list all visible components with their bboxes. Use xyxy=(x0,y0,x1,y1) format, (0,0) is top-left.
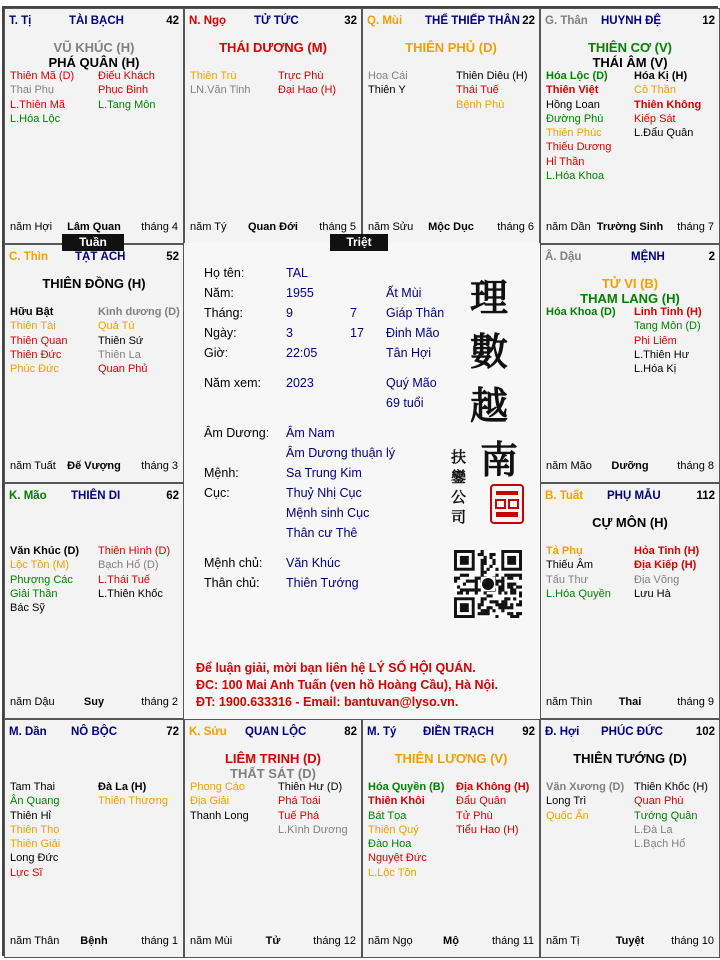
palace-name: ĐIỀN TRẠCH xyxy=(423,726,494,738)
palace-month: tháng 9 xyxy=(677,696,714,708)
minor-star: Quan Phủ xyxy=(98,363,148,376)
minor-star: L.Tang Môn xyxy=(98,98,156,111)
minor-star: Tam Thai xyxy=(10,781,56,793)
minor-star: Điếu Khách xyxy=(98,70,155,82)
minor-star: Thiên Quan xyxy=(10,334,68,347)
than-chu-label: Thân chủ: xyxy=(204,576,260,590)
seal-char: 扶 xyxy=(451,448,467,466)
main-star: CỰ MÔN (H) xyxy=(592,515,668,530)
palace-age: 102 xyxy=(695,726,715,738)
minor-star: Hỉ Thần xyxy=(546,155,585,168)
palace-branch: Đ. Hợi xyxy=(545,726,580,738)
am-duong-note: Âm Dương thuận lý xyxy=(286,446,395,460)
minor-star: Phi Liêm xyxy=(634,334,677,347)
tuan-tag: Tuần xyxy=(62,234,124,251)
palace-month: tháng 2 xyxy=(141,696,178,708)
hour-lunar: Tân Hợi xyxy=(386,346,432,360)
contact-line-3: ĐT: 1900.633316 - Email: bantuvan@lyso.vn. xyxy=(196,695,459,709)
minor-star: Tang Môn (D) xyxy=(634,320,701,333)
minor-star: Quan Phù xyxy=(634,795,684,808)
palace-name: PHỤ MẪU xyxy=(607,490,661,502)
menh-chu-label: Mệnh chủ: xyxy=(204,556,263,570)
minor-star: L.Thiên Khốc xyxy=(98,587,163,600)
calligraphy-char: 理 xyxy=(470,275,509,320)
minor-star: Thiên Khôi xyxy=(368,795,425,808)
minor-star: Đại Hao (H) xyxy=(278,84,337,97)
palace-name: TẬT ÁCH xyxy=(75,251,126,263)
minor-star: Phượng Các xyxy=(10,573,73,586)
than-cu-note: Thân cư Thê xyxy=(286,526,358,540)
main-star: THÁI ÂM (V) xyxy=(592,55,668,70)
minor-star: Thiên Quý xyxy=(368,823,419,836)
day-lunar: Đinh Mão xyxy=(386,326,440,340)
minor-star: Kình dương (D) xyxy=(98,306,180,318)
minor-star: Bạch Hổ (D) xyxy=(98,559,159,572)
palace-name: TÀI BẠCH xyxy=(69,15,124,27)
palace-year: năm Tuất xyxy=(10,460,56,472)
minor-star: Thiếu Dương xyxy=(546,141,612,154)
minor-star: Thiên Hư (D) xyxy=(278,781,343,793)
minor-star: Địa Không (H) xyxy=(456,781,530,793)
palace-year: năm Mão xyxy=(546,460,592,472)
minor-star: Lộc Tồn (M) xyxy=(10,559,70,572)
palace-name: PHÚC ĐỨC xyxy=(601,726,663,738)
palace-year: năm Mùi xyxy=(190,935,233,947)
minor-star: Hóa Quyền (B) xyxy=(368,781,445,793)
palace-age: 72 xyxy=(166,726,179,738)
main-star: THẤT SÁT (D) xyxy=(230,766,316,781)
month-lunar-number: 7 xyxy=(350,306,357,320)
minor-star: Phúc Đức xyxy=(10,363,59,376)
palace-branch: M. Tý xyxy=(367,726,397,738)
minor-star: Đường Phù xyxy=(546,112,604,125)
minor-star: Văn Khúc (D) xyxy=(10,545,80,557)
palace-branch: G. Thân xyxy=(545,15,588,27)
palace-age: 2 xyxy=(708,251,715,263)
palace-age: 112 xyxy=(696,490,715,502)
than-chu-value: Thiên Tướng xyxy=(286,576,359,590)
name-value: TAL xyxy=(286,266,308,280)
day-lunar-number: 17 xyxy=(350,326,364,340)
palace-branch: K. Sửu xyxy=(189,726,227,738)
minor-star: L.Đà La xyxy=(634,823,673,836)
minor-star: L.Kình Dương xyxy=(278,823,348,836)
palace-name: QUAN LỘC xyxy=(245,726,307,738)
day-label: Ngày: xyxy=(204,326,237,340)
view-year-label: Năm xem: xyxy=(204,376,261,390)
minor-star: L.Hóa Lộc xyxy=(10,112,61,125)
minor-star: Tấu Thư xyxy=(546,573,589,586)
minor-star: Hóa Lộc (D) xyxy=(546,70,608,82)
minor-star: Bát Tọa xyxy=(368,809,407,822)
palace-month: tháng 8 xyxy=(677,460,714,472)
minor-star: Hóa Khoa (D) xyxy=(546,306,616,318)
palace-year: năm Thìn xyxy=(546,696,593,708)
hour-label: Giờ: xyxy=(204,346,229,360)
palace-year: năm Ngọ xyxy=(368,935,413,947)
main-star: THÁI DƯƠNG (M) xyxy=(219,40,327,55)
minor-star: LN.Văn Tinh xyxy=(190,84,251,97)
minor-star: Thái Tuế xyxy=(456,84,499,97)
palace-phase: Lâm Quan xyxy=(67,221,121,233)
calligraphy-char: 南 xyxy=(480,437,519,482)
minor-star: Thiên La xyxy=(98,348,141,361)
minor-star: Thiên Giải xyxy=(10,838,61,851)
minor-star: Phá Toái xyxy=(278,795,321,808)
palace-phase: Quan Đới xyxy=(248,221,298,233)
palace-month: tháng 6 xyxy=(497,221,534,233)
chart-board xyxy=(2,6,718,956)
palace-branch: K. Mão xyxy=(9,490,47,502)
main-star: THIÊN ĐỒNG (H) xyxy=(42,276,146,291)
main-star: VŨ KHÚC (H) xyxy=(53,40,135,55)
minor-star: L.Hóa Quyền xyxy=(546,587,611,600)
month-solar: 9 xyxy=(286,306,293,320)
menh-value: Sa Trung Kim xyxy=(286,466,362,480)
seal-char: 公 xyxy=(451,488,467,506)
palace-branch: Q. Mùi xyxy=(367,15,403,27)
palace-name: HUYNH ĐỆ xyxy=(601,15,662,27)
cuc-note: Mệnh sinh Cục xyxy=(286,506,370,520)
name-label: Họ tên: xyxy=(204,266,245,280)
palace-year: năm Thân xyxy=(10,935,60,947)
minor-star: Ân Quang xyxy=(10,795,60,808)
minor-star: Thiên Sứ xyxy=(98,334,144,347)
minor-star: Phong Cáo xyxy=(190,781,246,793)
minor-star: Thiên Diêu (H) xyxy=(456,70,528,82)
palace-phase: Dưỡng xyxy=(611,460,649,472)
main-star: PHÁ QUÂN (H) xyxy=(48,55,140,70)
qr-code xyxy=(454,550,522,618)
menh-chu-value: Văn Khúc xyxy=(286,556,341,570)
palace-month: tháng 3 xyxy=(141,460,178,472)
palace-branch: N. Ngọ xyxy=(189,15,227,27)
palace-branch: M. Dần xyxy=(9,726,47,738)
main-star: TỬ VI (B) xyxy=(601,276,659,291)
minor-star: Địa Giải xyxy=(190,795,230,808)
minor-star: Thiên Mã (D) xyxy=(10,70,75,82)
palace-age: 12 xyxy=(702,15,715,27)
main-star: THAM LANG (H) xyxy=(580,291,680,306)
minor-star: Lực Sĩ xyxy=(10,866,43,879)
palace-branch: T. Tị xyxy=(9,15,32,27)
palace-phase: Trường Sinh xyxy=(596,221,664,233)
main-star: THIÊN TƯỚNG (D) xyxy=(573,751,687,766)
main-star: LIÊM TRINH (D) xyxy=(224,751,322,766)
year-solar: 1955 xyxy=(286,286,314,300)
palace-year: năm Hợi xyxy=(10,221,53,233)
palace-phase: Bệnh xyxy=(80,935,108,947)
palace-month: tháng 1 xyxy=(141,935,178,947)
month-label: Tháng: xyxy=(204,306,243,320)
minor-star: L.Bạch Hổ xyxy=(634,838,686,851)
minor-star: Giải Thần xyxy=(10,587,58,600)
palace-month: tháng 5 xyxy=(319,221,356,233)
age-value: 69 tuổi xyxy=(386,396,424,410)
minor-star: Linh Tinh (H) xyxy=(634,306,702,318)
main-star: THIÊN LƯƠNG (V) xyxy=(394,751,508,766)
palace-month: tháng 10 xyxy=(671,935,714,947)
palace-name: THIÊN DI xyxy=(71,490,121,502)
minor-star: Tuế Phá xyxy=(278,809,320,822)
palace-year: năm Tý xyxy=(190,221,227,233)
minor-star: Nguyệt Đức xyxy=(368,852,427,865)
palace-year: năm Dậu xyxy=(10,696,55,708)
palace-branch: C. Thìn xyxy=(9,251,48,263)
year-lunar: Ất Mùi xyxy=(386,286,422,300)
palace-age: 42 xyxy=(166,15,179,27)
palace-phase: Thai xyxy=(618,696,642,708)
main-star: THIÊN PHỦ (D) xyxy=(405,40,497,55)
palace-month: tháng 4 xyxy=(141,221,178,233)
hour-value: 22:05 xyxy=(286,346,318,360)
calligraphy-char: 越 xyxy=(470,383,509,428)
minor-star: Hỏa Tinh (H) xyxy=(634,545,700,557)
minor-star: Thiên Không xyxy=(634,98,702,111)
palace-year: năm Dần xyxy=(546,221,591,233)
minor-star: Hồng Loan xyxy=(546,98,600,111)
palace-age: 22 xyxy=(522,15,535,27)
palace-age: 82 xyxy=(344,726,357,738)
palace-year: năm Tị xyxy=(546,935,580,947)
minor-star: L.Thiên Hư xyxy=(634,348,690,361)
red-seal-stamp xyxy=(490,484,524,524)
day-solar: 3 xyxy=(286,326,293,340)
minor-star: Long Trì xyxy=(546,795,587,808)
minor-star: Địa Võng xyxy=(634,573,680,586)
triet-tag: Triệt xyxy=(330,234,388,251)
minor-star: Hoa Cái xyxy=(368,70,408,82)
minor-star: Cô Thần xyxy=(634,84,676,97)
palace-name: TỬ TỨC xyxy=(254,15,299,27)
minor-star: Thanh Long xyxy=(190,809,249,822)
minor-star: Tiểu Hao (H) xyxy=(456,823,519,836)
palace-phase: Tử xyxy=(265,935,281,947)
minor-star: Đà La (H) xyxy=(98,781,147,793)
minor-star: Thiên Hỉ xyxy=(10,809,51,822)
minor-star: L.Hóa Kị xyxy=(634,363,677,376)
minor-star: Tả Phụ xyxy=(546,545,583,557)
palace-age: 52 xyxy=(166,251,179,263)
minor-star: Quốc Ấn xyxy=(546,809,589,822)
minor-star: Thiên Tài xyxy=(10,320,56,333)
minor-star: Tướng Quân xyxy=(634,809,698,822)
minor-star: Đẩu Quân xyxy=(456,795,507,808)
minor-star: Lưu Hà xyxy=(634,587,671,600)
palace-phase: Tuyệt xyxy=(615,935,645,947)
contact-line-2: ĐC: 100 Mai Anh Tuấn (ven hồ Hoàng Cầu), Hà Nội. xyxy=(196,678,499,692)
seal-char: 司 xyxy=(451,508,467,526)
palace-name: MỆNH xyxy=(631,251,665,263)
palace-branch: Â. Dậu xyxy=(545,251,582,263)
minor-star: Thiên Y xyxy=(368,84,406,97)
minor-star: Thiên Hình (D) xyxy=(98,545,171,557)
cuc-value: Thuỷ Nhị Cục xyxy=(286,486,362,500)
minor-star: Thiên Việt xyxy=(546,84,599,97)
minor-star: Bác Sỹ xyxy=(10,602,45,615)
minor-star: L.Lộc Tồn xyxy=(368,866,417,879)
minor-star: Văn Xương (D) xyxy=(546,781,625,793)
minor-star: Thiên Đức xyxy=(10,348,62,361)
minor-star: Tử Phù xyxy=(456,809,493,822)
palace-age: 92 xyxy=(522,726,535,738)
minor-star: Thai Phụ xyxy=(10,84,55,97)
minor-star: L.Đẩu Quân xyxy=(634,127,694,140)
minor-star: Quả Tú xyxy=(98,320,135,333)
minor-star: Bệnh Phù xyxy=(456,98,505,111)
minor-star: Thiên Phúc xyxy=(546,127,602,140)
view-year: 2023 xyxy=(286,376,314,390)
palace-phase: Suy xyxy=(83,696,105,708)
minor-star: Hóa Kị (H) xyxy=(634,70,688,82)
main-star: THIÊN CƠ (V) xyxy=(587,40,673,55)
month-lunar: Giáp Thân xyxy=(386,306,445,320)
minor-star: Thiên Trù xyxy=(190,70,237,82)
minor-star: Thiên Thọ xyxy=(10,823,60,836)
minor-star: Đào Hoa xyxy=(368,838,412,851)
minor-star: Trực Phù xyxy=(278,70,324,82)
calligraphy-char: 數 xyxy=(470,329,509,374)
minor-star: Long Đức xyxy=(10,852,59,865)
palace-phase: Đế Vượng xyxy=(67,460,121,472)
year-label: Năm: xyxy=(204,286,234,300)
minor-star: L.Thiên Mã xyxy=(10,98,66,111)
palace-month: tháng 12 xyxy=(313,935,356,947)
minor-star: Hữu Bật xyxy=(10,306,54,318)
minor-star: Thiếu Âm xyxy=(546,559,594,572)
palace-branch: B. Tuất xyxy=(545,490,584,502)
palace-age: 32 xyxy=(344,15,357,27)
cuc-label: Cục: xyxy=(204,486,230,500)
minor-star: Phục Binh xyxy=(98,84,149,97)
contact-line-1: Để luận giải, mời bạn liên hệ LÝ SỐ HỘI QUÁN. xyxy=(196,661,476,675)
palace-month: tháng 11 xyxy=(491,935,534,947)
minor-star: Địa Kiếp (H) xyxy=(634,559,697,572)
view-year-lunar: Quý Mão xyxy=(386,376,437,390)
minor-star: Kiếp Sát xyxy=(634,112,676,125)
palace-name: NÔ BỘC xyxy=(71,726,117,738)
seal-char: 鑾 xyxy=(451,468,467,486)
palace-year: năm Sửu xyxy=(368,221,414,233)
minor-star: L.Thái Tuế xyxy=(98,573,150,586)
palace-name: THỂ THIẾP THÂN xyxy=(425,15,520,27)
palace-phase: Mộc Dục xyxy=(428,221,474,233)
am-duong-label: Âm Dương: xyxy=(204,426,270,440)
palace-phase: Mộ xyxy=(443,935,459,947)
am-duong-value: Âm Nam xyxy=(286,426,335,440)
menh-label: Mệnh: xyxy=(204,466,239,480)
minor-star: Thiên Khốc (H) xyxy=(634,781,708,793)
minor-star: Thiên Thương xyxy=(98,795,169,808)
palace-month: tháng 7 xyxy=(677,221,714,233)
palace-age: 62 xyxy=(166,490,179,502)
minor-star: L.Hóa Khoa xyxy=(546,170,605,183)
